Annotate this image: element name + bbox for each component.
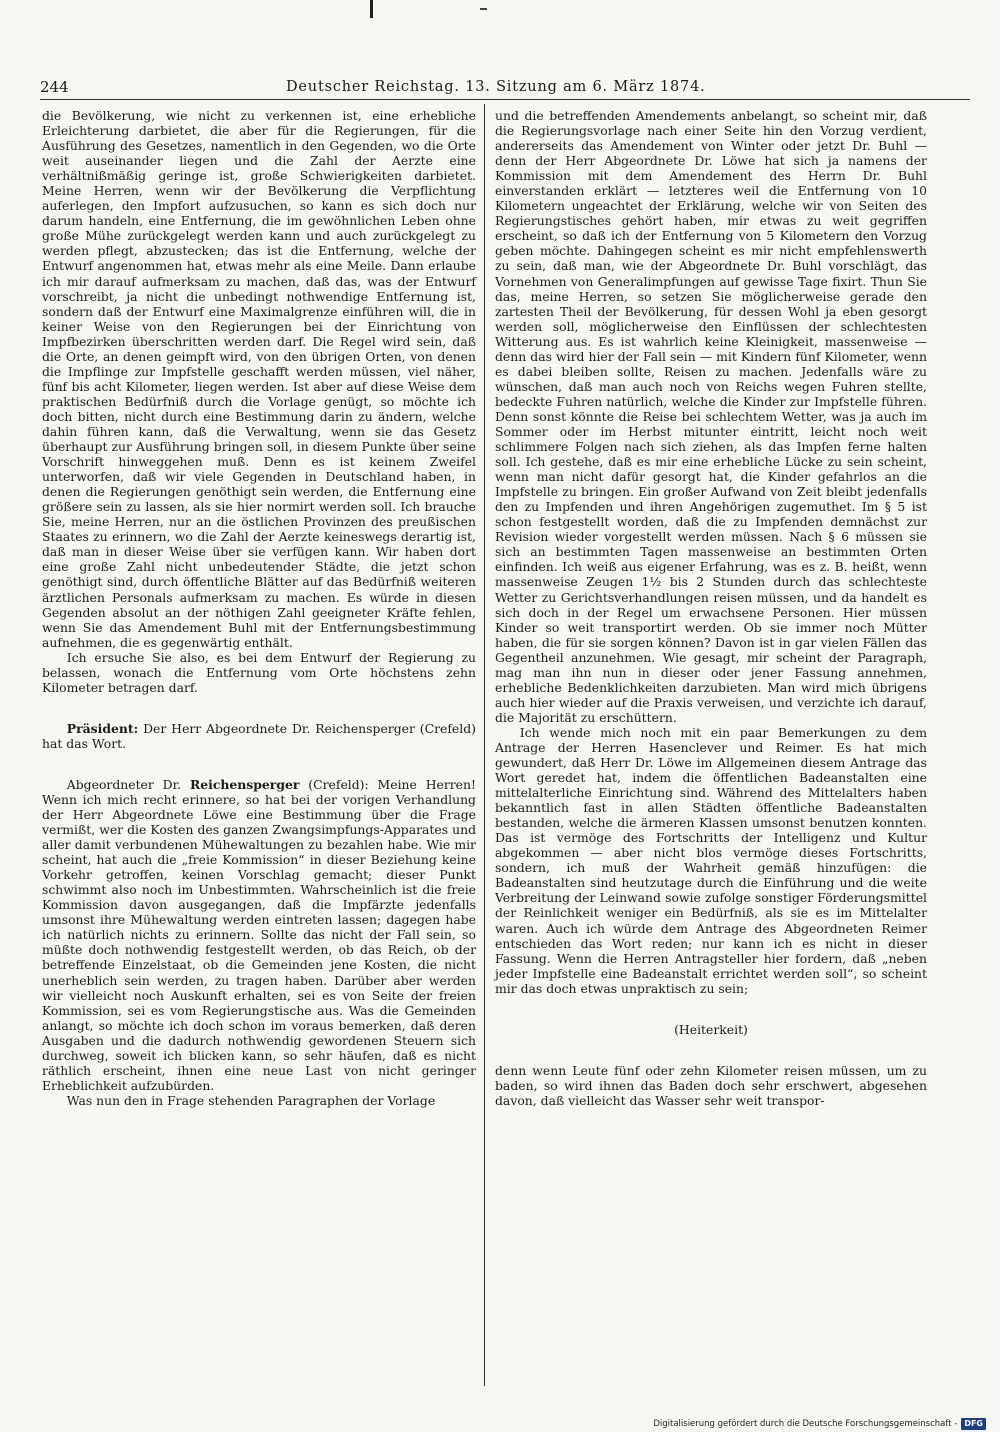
paragraph: denn wenn Leute fünf oder zehn Kilometer reisen müssen, um zu baden, so wird ihnen das Baden doch sehr erschwert, abgesehen davon, daß vielleicht das Wasser sehr weit transpor- <box>495 1062 927 1108</box>
president-paragraph <box>42 721 476 751</box>
speaker-prefix: Abgeordneter Dr. <box>66 776 182 792</box>
paragraph: Ich wende mich noch mit ein paar Bemerkungen zu dem Antrage der Herren Hasenclever und Reimer. Es hat mich gewundert, daß Herr Dr. Löwe im Allgemeinen diesem Antrage das Wort geredet hat, indem die öffentlichen Badeanstalten eine mittelalterliche Einrichtung sind. Während des Mittelalters haben bekanntlich fast in allen Städten öffentliche Badeanstalten bestanden, welche die ärmeren Klassen umsonst benutzen konnten. Das ist vermöge des Fortschritts der Intelligenz und Kultur abgekommen — aber nicht blos vermöge dieses Fortschritts, sondern, ich muß der Wahrheit gemäß hinzufügen: die Badeanstalten sind heutzutage durch die Einführung und die weite Verbreitung der Leinwand sowie zufolge sonstiger Förderungsmittel der Reinlichkeit weniger ein Bedürfniß, als sie es im Mittelalter waren. Auch ich würde dem Antrage des Abgeordneten Reimer entschieden das Wort reden; nur kann ich es nicht in dieser Fassung. Wenn die Herren Antragsteller hier fordern, daß „neben jeder Impfstelle eine Badeanstalt errichtet werden soll“, so scheint mir das doch etwas unpraktisch zu sein; <box>495 724 927 996</box>
header-rule <box>40 99 970 100</box>
interjection: (Heiterkeit) <box>674 1021 748 1037</box>
speech-text: Meine Herren! Wenn ich mich recht erinnere, so hat bei der vorigen Verhandlung der Herr Abgeordnete Löwe eine Bestimmung über die Frage vermißt, wer die Kosten des ganzen Zwangsimpfungs-Apparates und aller damit verbundenen Mühewaltungen zu bezahlen habe. Wie mir scheint, hat auch die „freie Kommission“ in dieser Beziehung keine Vorkehr getroffen, keinen Vorschlag gemacht; dieser Punkt schwimmt also noch im Unbestimmten. Wahrscheinlich ist die freie Kommission davon ausgegangen, daß die Impfärzte jedenfalls umsonst ihre Mühewaltung werden eintreten lassen; dagegen habe ich natürlich nichts zu erinnern. Sollte das nicht der Fall sein, so müßte doch nothwendig festgestellt werden, ob das Reich, ob der betreffende Einzelstaat, ob die Gemeinden jene Kosten, die nicht unerheblich sein werden, zu tragen haben. Darüber aber werden wir vielleicht noch Auskunft erhalten, sei es von Seite der freien Kommission, sei es vom Regierungstische aus. Was die Gemeinden anlangt, so möchte ich doch schon im voraus bemerken, daß deren Ausgaben und die dadurch nothwendig gewordenen Steuern sich durchweg, soweit ich blicken kann, so sehr häufen, daß es nicht räthlich erscheint, ihnen eine neue Last von nicht geringer Erheblichkeit aufzubürden. <box>42 776 476 1093</box>
left-column <box>42 108 476 1108</box>
spacer <box>495 1037 927 1063</box>
paragraph: und die betreffenden Amendements anbelangt, so scheint mir, daß die Regierungsvorlage nach einer Seite hin den Vorzug verdient, andererseits das Amendement von Winter oder jetzt Dr. Buhl — denn der Herr Abgeordnete Dr. Löwe hat sich ja namens der Kommission mit dem Amendement des Herrn Dr. Buhl einverstanden erklärt — letzteres weil die Entfernung von 10 Kilometern ungeachtet der Erklärung, welche wir von Seiten des Regierungstisches gehört haben, mir etwas zu weit gegriffen erscheint, so daß ich der Entfernung von 5 Kilometern den Vorzug geben möchte. Dahingegen scheint es mir nicht empfehlenswerth zu sein, daß man, wie der Abgeordnete Dr. Buhl vorschlägt, das Vornehmen von Generalimpfungen auf gewisse Tage fixirt. Thun Sie das, meine Herren, so setzen Sie möglicherweise gerade den zartesten Theil der Bevölkerung, für dessen Wohl ja eben gesorgt werden soll, möglicherweise den Einflüssen der schlechtesten Witterung aus. Es ist wahrlich keine Kleinigkeit, massenweise — denn das wird hier der Fall sein — mit Kindern fünf Kilometer, wenn es dabei bleiben sollte, Reisen zu machen. Jedenfalls wäre zu wünschen, daß man auch noch von Reichs wegen Fuhren stellte, bedeckte Fuhren natürlich, welche die Kinder zur Impfstelle führen. Denn sonst könnte die Reise bei schlechtem Wetter, was ja auch im Sommer oder im Herbst mitunter eintritt, leicht noch weit schlimmere Folgen nach sich ziehen, als das Impfen ferne halten soll. Ich gestehe, daß es mir eine erhebliche Lücke zu sein scheint, wenn man nicht dafür gesorgt hat, die Kinder gefahrlos an die Impfstelle zu bringen. Ein großer Aufwand von Zeit bleibt jedenfalls den zu Impfenden und ihren Angehörigen zugemuthet. Im § 5 ist schon festgestellt worden, daß die zu Impfenden demnächst zur Revision wieder vorgestellt werden müssen. Nach § 6 müssen sie sich an bestimmten Tagen massenweise an bestimmten Orten einfinden. Ich weiß aus eigener Erfahrung, was es z. B. heißt, wenn massenweise Zeugen 1½ bis 2 Stunden durch das schlechteste Wetter zu Gerichtsverhandlungen reisen müssen, und da handelt es sich doch in der Regel um erwachsene Personen. Hier müssen Kinder so weit transportirt werden. Ob sie immer noch Mütter haben, die für sie sorgen können? Davon ist in gar vielen Fällen das Gegentheil anzunehmen. Wie gesagt, mir scheint der Paragraph, mag man ihn nun in dieser oder jener Fassung annehmen, erhebliche Bedenklichkeiten darzubieten. Man wird mich übrigens auch hier wieder auf die Praxis verweisen, und verzichte ich darauf, die Majorität zu erschüttern. <box>495 108 927 725</box>
spacer <box>42 695 476 721</box>
paragraph: Ich ersuche Sie also, es bei dem Entwurf der Regierung zu belassen, wonach die Entfernung vom Orte höchstens zehn Kilometer betragen darf. <box>42 649 476 695</box>
page-number: 244 <box>40 78 69 96</box>
spacer <box>42 751 476 777</box>
page-header <box>40 76 706 98</box>
footer-credit-text: Digitalisierung gefördert durch die Deutsche Forschungsgemeinschaft - <box>653 1419 958 1429</box>
running-title: Deutscher Reichstag. 13. Sitzung am 6. März 1874. <box>286 79 706 95</box>
footer-credit <box>653 1417 986 1431</box>
scan-artifact-dash <box>480 8 487 10</box>
speaker-affiliation: (Crefeld): <box>308 776 369 792</box>
paragraph: die Bevölkerung, wie nicht zu verkennen ist, eine erhebliche Erleichterung darbietet, die aber für die Regierungen, für die Ausführung des Gesetzes, namentlich in den Gegenden, wo die Orte weit auseinander liegen und die Zahl der Aerzte eine verhältnißmäßig geringe ist, große Schwierigkeiten darbietet. Meine Herren, wenn wir der Bevölkerung die Verpflichtung auferlegen, den Impfort aufzusuchen, so kann es sich doch nur darum handeln, eine Entfernung, die im gewöhnlichen Leben ohne große Mühe zurückgelegt werden kann und auch zurückgelegt zu werden pflegt, abzustecken; das ist die Entfernung, welche der Entwurf angenommen hat, etwas mehr als eine Meile. Dann erlaube ich mir darauf aufmerksam zu machen, daß das, was der Entwurf vorschreibt, ja nicht die unbedingt nothwendige Entfernung ist, sondern daß der Entwurf eine Maximalgrenze einführen will, die in keiner Weise von den Regierungen bei der Einrichtung von Impfbezirken überschritten werden darf. Die Regel wird sein, daß die Orte, an denen geimpft wird, von den übrigen Orten, von denen die Impflinge zur Impfstelle geschafft werden müssen, viel näher, fünf bis acht Kilometer, liegen werden. Ist aber auf diese Weise dem praktischen Bedürfniß durch die Vorlage genügt, so möchte ich doch bitten, nicht durch eine Bestimmung darin zu ändern, welche dahin führen kann, daß die Verwaltung, wenn sie das Gesetz überhaupt zur Ausführung bringen soll, in diesem Punkte über seine Vorschrift hinweggehen muß. Denn es ist keinem Zweifel unterworfen, daß wir viele Gegenden in Deutschland haben, in denen die Regierungen genöthigt sein werden, die Entfernung eine größere sein zu lassen, als sie hier normirt werden soll. Ich brauche Sie, meine Herren, nur an die östlichen Provinzen des preußischen Staates zu erinnern, wo die Zahl der Aerzte keineswegs derartig ist, daß man in dieser Weise über sie verfügen kann. Wir haben dort eine große Zahl nicht unbedeutender Städte, die jetzt schon genöthigt sind, durch öffentliche Blätter auf das Bedürfniß weiteren ärztlichen Personals aufmerksam zu machen. Es würde in diesen Gegenden absolut an der nöthigen Zahl geeigneter Kräfte fehlen, wenn Sie das Amendement Buhl mit der Entfernungsbestimmung aufnehmen, die es gegenwärtig enthält. <box>42 108 476 650</box>
column-divider <box>484 104 485 1386</box>
president-label: Präsident: <box>66 720 139 736</box>
scan-artifact-mark <box>370 0 373 18</box>
right-column <box>495 108 927 1108</box>
dfg-logo: DFG <box>961 1418 986 1430</box>
spacer <box>495 996 927 1022</box>
speaker-name: Reichensperger <box>189 776 300 792</box>
paragraph: Was nun den in Frage stehenden Paragraphen der Vorlage <box>66 1092 436 1108</box>
speech-paragraph <box>42 777 476 1093</box>
president-text: Der Herr Abgeordnete Dr. Reichensperger (Crefeld) hat das Wort. <box>42 720 476 751</box>
